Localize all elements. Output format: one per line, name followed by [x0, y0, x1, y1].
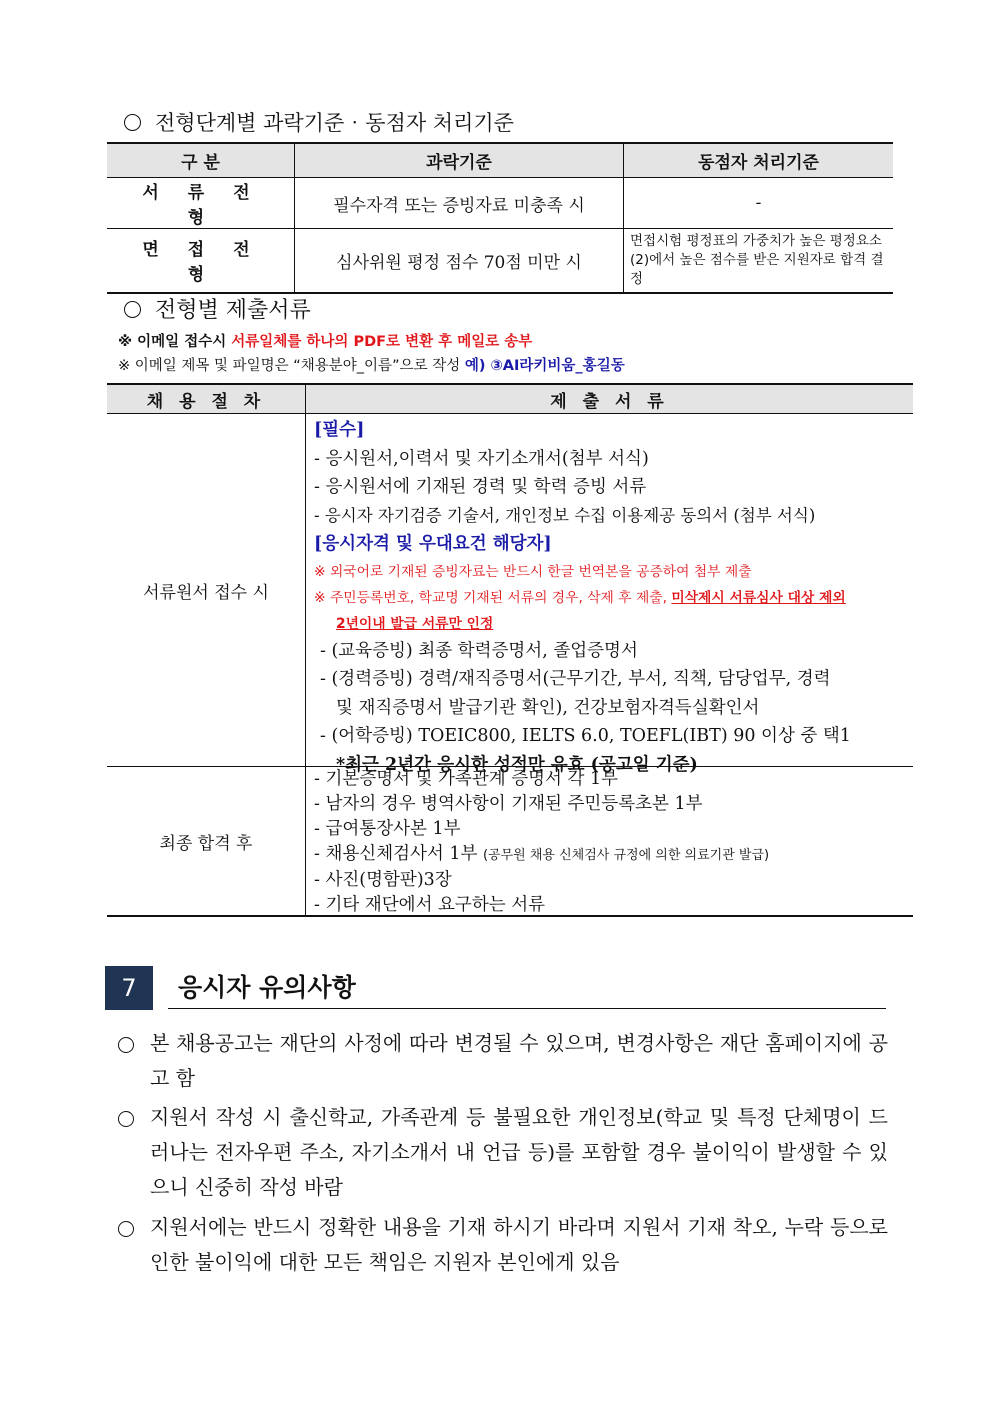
criteria-heading: 전형단계별 과락기준‧동점자 처리기준 — [124, 107, 514, 137]
notice-item: 본 채용공고는 재단의 사정에 따라 변경될 수 있으며, 변경사항은 재단 홈페이지에 공고 함 — [118, 1026, 888, 1096]
header-category: 구 분 — [107, 143, 295, 178]
notice-item: 지원서에는 반드시 정확한 내용을 기재 하시기 바라며 지원서 기재 착오, 누락 등으로 인한 불이익에 대한 모든 책임은 지원자 본인에게 있음 — [118, 1210, 888, 1280]
section-underline — [168, 1008, 886, 1009]
header-tie: 동점자 처리기준 — [624, 143, 894, 178]
criteria-table — [107, 142, 893, 294]
table-row: 서류전형 필수자격 또는 증빙자료 미충족 시 - — [107, 178, 893, 229]
stage-label: 최종 합격 후 — [107, 767, 306, 917]
email-note-2: ※ 이메일 제목 및 파일명은 “채용분야_이름”으로 작성 예) ③AI라키비움_홍길동 — [118, 358, 625, 374]
docs-heading: 전형별 제출서류 — [124, 293, 311, 324]
header-fail: 과락기준 — [295, 143, 624, 178]
table-row: 면접전형 심사위원 평정 점수 70점 미만 시 면접시험 평정표의 가중치가 높은 평정요소(2)에서 높은 점수를 받은 지원자로 합격 결정 — [107, 229, 893, 293]
notice-item: 지원서 작성 시 출신학교, 가족관계 등 불필요한 개인정보(학교 및 특정 단체명이 드러나는 전자우편 주소, 자기소개서 내 언급 등)를 포함할 경우 불이익이 발생할 수 있으니 신중히 작성 바람 — [118, 1100, 888, 1205]
table-row: 서류원서 접수 시 [필수] - 응시원서,이력서 및 자기소개서(첨부 서식) - 응시원서에 기재된 경력 및 학력 증빙 서류 - 응시자 자기검증 기술서, 개인정보 수집 이용제공 동의서 (첨부 서식) [응시자격 및 우대요건 해당자] ※ 외국어로 기재된 증빙자료는 반드시 한글 번역본을 공증하여 첨부 제출 ※ 주민등록번호, 학교명 기재된 서류의 경우, 삭제 후 제출, 미삭제시 서류심사 대상 제외 2년이내 발급 서류만 인정 - (교육증빙) 최종 학력증명서, 졸업증명서 - (경력증빙) 경력/재직증명서(근무기간, 부서, 직책, 담당업무, 경력 및 재직증명서 발급기관 확인), 건강보험자격득실확인서 - (어학증빙) TOEIC800, IELTS 6.0, TOEFL(IBT) 90 이상 중 택1 *최근 2년간 응시한 성적만 유효 (공고일 기준) — [107, 414, 913, 767]
circle-bullet-icon — [124, 114, 141, 131]
documents-table — [107, 383, 913, 917]
header-stage: 채 용 절 차 — [107, 384, 306, 414]
section-title: 응시자 유의사항 — [178, 973, 356, 1002]
circle-bullet-icon — [118, 1111, 134, 1127]
stage-label: 서류원서 접수 시 — [107, 414, 306, 767]
section-number-badge: 7 — [105, 966, 153, 1010]
circle-bullet-icon — [124, 301, 141, 318]
circle-bullet-icon — [118, 1221, 134, 1237]
circle-bullet-icon — [118, 1037, 134, 1053]
table-row: 최종 합격 후 - 기본증명서 및 가족관계 증명서 각 1부 - 남자의 경우 병역사항이 기재된 주민등록초본 1부 - 급여통장사본 1부 - 채용신체검사서 1부 (공무원 채용 신체검사 규정에 의한 의료기관 발급) - 사진(명함판)3장 - 기타 재단에서 요구하는 서류 — [107, 767, 913, 917]
email-note-1: ※ 이메일 접수시 서류일체를 하나의 PDF로 변환 후 메일로 송부 — [118, 334, 533, 350]
header-documents: 제 출 서 류 — [306, 384, 914, 414]
